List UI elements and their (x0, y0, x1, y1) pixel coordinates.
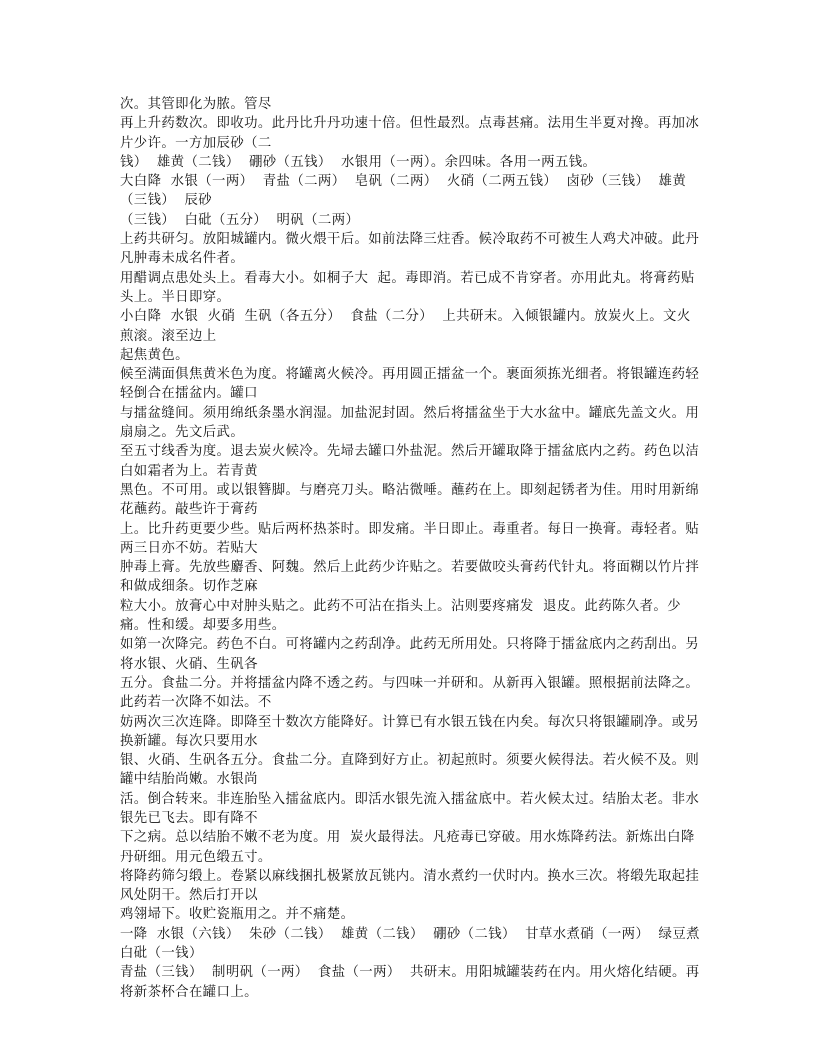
paragraph: 下之病。总以结胎不嫩不老为度。用 炭火最得法。凡疮毒已穿破。用水炼降药法。新炼出白降丹研细。用元色缎五寸。 (120, 830, 695, 865)
paragraph: 用醋调点患处头上。看毒大小。如桐子大 起。毒即消。若已成不肯穿者。亦用此丸。将膏药贴头上。半日即穿。 (120, 270, 695, 305)
paragraph: 小白降 水银 火硝 生矾（各五分） 食盐（二分） 上共研末。入倾银罐内。放炭火上。文火煎滚。滚至边上 (120, 309, 691, 344)
paragraph: 再上升药数次。即收功。此丹比升丹功速十倍。但性最烈。点毒甚痛。法用生半夏对搀。再加冰片少许。一方加辰砂（二 (120, 116, 700, 151)
paragraph: 银、火硝、生矾各五分。食盐二分。直降到好方止。初起煎时。须要火候得法。若火候不及。则罐中结胎尚嫩。水银尚 (120, 753, 700, 788)
paragraph: 一降 水银（六钱） 朱砂（二钱） 雄黄（二钱） 硼砂（二钱） 甘草水煮硝（一两） 绿豆煮白砒（一钱） (120, 926, 700, 962)
paragraph: 起焦黄色。 (120, 347, 189, 363)
paragraph: 与擂盆缝间。须用绵纸条墨水润湿。加盐泥封固。然后将擂盆坐于大水盆中。罐底先盖文火。用扇扇之。先文后武。 (120, 405, 700, 441)
document-body (120, 95, 700, 1002)
paragraph: 钱） 雄黄（二钱） 硼砂（五钱） 水银用（一两）。余四味。各用一两五钱。 (120, 154, 597, 170)
paragraph: 粒大小。放膏心中对肿头贴之。此药不可沾在指头上。沾则要疼痛发 退皮。此药陈久者。少痛。性和缓。却要多用些。 (120, 598, 681, 634)
paragraph: 肿毒上膏。先放些麝香、阿魏。然后上此药少许贴之。若要做咬头膏药代针丸。将面糊以竹片拌和做成细条。切作芝麻 (120, 560, 700, 595)
paragraph: 将降药筛匀缎上。卷紧以麻线捆扎极紧放瓦铫内。清水煮约一伏时内。换水三次。将缎先取起挂风处阴干。然后打开以 (120, 868, 700, 904)
paragraph: 至五寸线香为度。退去炭火候冷。先埽去罐口外盐泥。然后开罐取降于擂盆底内之药。药色以洁白如霜者为上。若青黄 (120, 444, 700, 479)
paragraph: 上药共研匀。放阳城罐内。微火煨干后。如前法降三炷香。候冷取药不可被生人鸡犬冲破。此丹凡肿毒未成名件者。 (120, 232, 700, 267)
paragraph: （三钱） 白砒（五分） 明矾（二两） (120, 212, 360, 228)
paragraph: 妨两次三次连降。即降至十数次方能降好。计算已有水银五钱在内矣。每次只将银罐刷净。或另换新罐。每次只要用水 (120, 714, 700, 749)
paragraph: 五分。食盐二分。并将擂盆内降不透之药。与四味一并研和。从新再入银罐。照根据前法降之。此药若一次降不如法。不 (120, 675, 700, 711)
paragraph: 次。其管即化为脓。管尽 (120, 97, 272, 112)
paragraph: 大白降 水银（一两） 青盐（二两） 皂矾（二两） 火硝（二两五钱） 卤砂（三钱） 雄黄（三钱） 辰砂 (120, 174, 687, 209)
paragraph: 青盐（三钱） 制明矾（一两） 食盐（一两） 共研末。用阳城罐装药在内。用火熔化结硬。再将新茶杯合在罐口上。 (120, 965, 700, 1000)
paragraph: 黑色。不可用。或以银簪脚。与磨亮刀头。略沾微唾。蘸药在上。即刻起锈者为佳。用时用新绵花蘸药。敲些许于膏药 (120, 482, 700, 518)
paragraph: 活。倒合转来。非连胎坠入擂盆底内。即活水银先流入擂盆底中。若火候太过。结胎太老。非水银先已飞去。即有降不 (120, 791, 700, 826)
paragraph: 鸡翎埽下。收贮瓷瓶用之。并不痛楚。 (120, 907, 355, 923)
paragraph: 候至满面俱焦黄米色为度。将罐离火候冷。再用圆正擂盆一个。裹面须拣光细者。将银罐连药轻轻倒合在擂盆内。罐口 (120, 367, 700, 402)
paragraph: 上。比升药更要少些。贴后两杯热茶时。即发痛。半日即止。毒重者。每日一换膏。毒轻者。贴两三日亦不妨。若贴大 (120, 521, 700, 556)
paragraph: 如第一次降完。药色不白。可将罐内之药刮净。此药无所用处。只将降于擂盆底内之药刮出。另将水银、火硝、生矾各 (120, 637, 700, 672)
